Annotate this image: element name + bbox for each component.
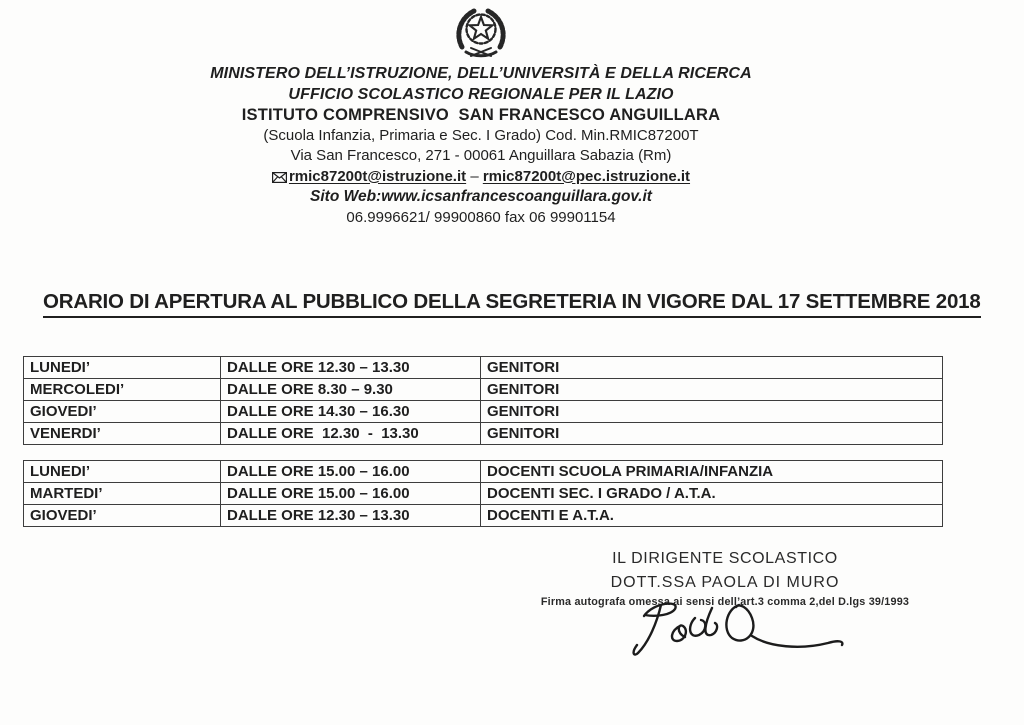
- street-address: Via San Francesco, 271 - 00061 Anguillara Sabazia (Rm): [290, 147, 672, 164]
- hours-cell: DALLE ORE 14.30 – 16.30: [221, 401, 481, 423]
- email-link-pec: rmic87200t@pec.istruzione.it: [482, 167, 691, 185]
- signatory-name: DOTT.SSA PAOLA DI MURO: [610, 574, 840, 591]
- hours-cell: DALLE ORE 12.30 - 13.30: [221, 423, 481, 445]
- table-row: [24, 379, 943, 401]
- table-row: [24, 423, 943, 445]
- audience-cell: GENITORI: [481, 423, 943, 445]
- website-line: Sito Web:www.icsanfrancescoanguillara.gov.it: [310, 188, 652, 205]
- hours-cell: DALLE ORE 12.30 – 13.30: [221, 505, 481, 527]
- institute-detail: (Scuola Infanzia, Primaria e Sec. I Grado) Cod. Min.RMIC87200T: [263, 126, 699, 144]
- table-row: [24, 357, 943, 379]
- table-row: [24, 401, 943, 423]
- hours-cell: DALLE ORE 12.30 – 13.30: [221, 357, 481, 379]
- day-cell: GIOVEDI’: [24, 505, 221, 527]
- audience-cell: DOCENTI E A.T.A.: [481, 505, 943, 527]
- audience-cell: GENITORI: [481, 357, 943, 379]
- day-cell: GIOVEDI’: [24, 401, 221, 423]
- letterhead: [0, 6, 962, 228]
- email-line: [0, 167, 962, 188]
- table-row: [24, 505, 943, 527]
- italian-republic-emblem-icon: [447, 6, 515, 62]
- document-title: ORARIO DI APERTURA AL PUBBLICO DELLA SEGRETERIA IN VIGORE DAL 17 SETTEMBRE 2018: [43, 290, 981, 318]
- hours-cell: DALLE ORE 15.00 – 16.00: [221, 461, 481, 483]
- audience-cell: GENITORI: [481, 401, 943, 423]
- day-cell: VENERDI’: [24, 423, 221, 445]
- audience-cell: DOCENTI SCUOLA PRIMARIA/INFANZIA: [481, 461, 943, 483]
- hours-cell: DALLE ORE 15.00 – 16.00: [221, 483, 481, 505]
- day-cell: LUNEDI’: [24, 461, 221, 483]
- ministry-name: MINISTERO DELL’ISTRUZIONE, DELL’UNIVERSITÀ E DELLA RICERCA: [210, 65, 752, 82]
- table-row: [24, 461, 943, 483]
- signatory-role: IL DIRIGENTE SCOLASTICO: [612, 550, 838, 567]
- schedule-table-staff: [23, 460, 943, 527]
- email-separator: –: [470, 167, 479, 185]
- audience-cell: GENITORI: [481, 379, 943, 401]
- table-row: [24, 483, 943, 505]
- day-cell: MARTEDI’: [24, 483, 221, 505]
- institute-name: ISTITUTO COMPRENSIVO SAN FRANCESCO ANGUILLARA: [241, 106, 721, 124]
- hours-cell: DALLE ORE 8.30 – 9.30: [221, 379, 481, 401]
- phone-line: 06.9996621/ 99900860 fax 06 99901154: [346, 208, 616, 226]
- signature-disclaimer: Firma autografa omessa ai sensi dell’art.3 comma 2,del D.lgs 39/1993: [540, 596, 910, 608]
- schedule-table-public: [23, 356, 943, 445]
- audience-cell: DOCENTI SEC. I GRADO / A.T.A.: [481, 483, 943, 505]
- envelope-icon: [272, 172, 287, 183]
- email-link-istruzione: rmic87200t@istruzione.it: [288, 167, 467, 185]
- handwritten-signature: [614, 596, 864, 664]
- day-cell: MERCOLEDI’: [24, 379, 221, 401]
- regional-office: UFFICIO SCOLASTICO REGIONALE PER IL LAZIO: [288, 85, 674, 103]
- day-cell: LUNEDI’: [24, 357, 221, 379]
